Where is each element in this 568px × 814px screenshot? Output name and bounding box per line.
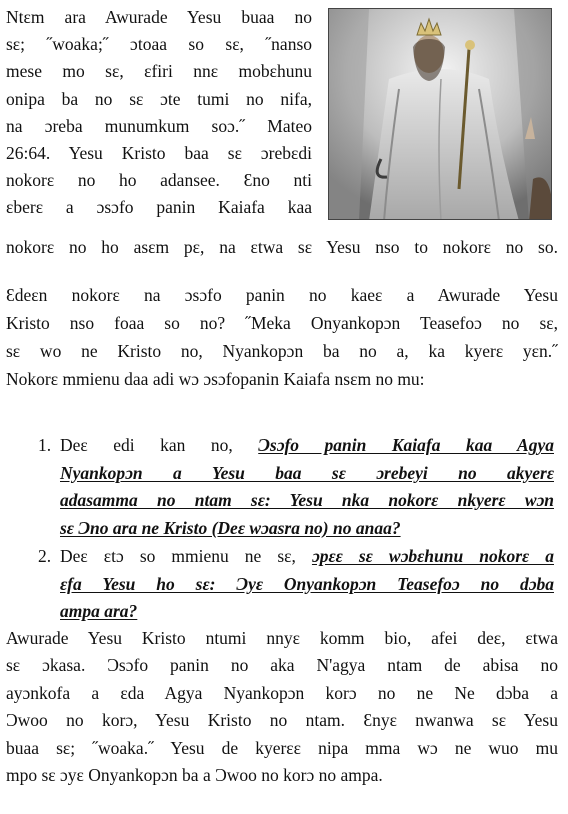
illustration-art — [329, 9, 552, 220]
intro-full-line-text: nokorɛ no ho asɛm pɛ, na ɛtwa sɛ Yesu nso to nokorɛ no so. — [6, 237, 558, 257]
list-item-row — [60, 543, 554, 571]
truths-list — [38, 432, 554, 626]
list-item-lead: Deɛ edi kan no, — [60, 435, 259, 455]
intro-line: nokorɛ no ho adansee. Ɛno nti — [6, 170, 312, 191]
closing-line: buaa sɛ; ˝woaka.˝ Yesu de kyerɛɛ nipa mma wɔ ne wuo mu — [6, 737, 558, 758]
list-item-emphasis: adasamma no ntam sɛ: Yesu nka nokorɛ nkyerɛ wɔn — [60, 490, 554, 510]
closing-line: Ɔwoo no korɔ, Yesu Kristo no ntam. Ɛnyɛ nwanwa sɛ Yesu — [6, 710, 558, 731]
closing-line: sɛ ɔkasa. Ɔsɔfo panin no aka N'agya ntam de abisa no — [6, 655, 558, 676]
list-item — [38, 543, 554, 626]
list-item-number: 2. — [38, 546, 52, 566]
list-item-number: 1. — [38, 435, 52, 455]
intro-line: Ntɛm ara Awurade Yesu buaa no — [6, 7, 312, 27]
question-line: sɛ wo ne Kristo no, Nyankopɔn ba no a, ka kyerɛ yɛn.˝ — [6, 341, 558, 361]
closing-paragraph — [6, 625, 558, 789]
closing-line: Awurade Yesu Kristo ntumi nnyɛ komm bio, afei deɛ, ɛtwa — [6, 628, 558, 648]
question-line: Ɛdeɛn nokorɛ na ɔsɔfo panin no kaeɛ a Awurade Yesu — [6, 285, 558, 305]
list-item-emphasis: ampa ara? — [60, 601, 138, 621]
intro-line: sɛ; ˝woaka;˝ ɔtoaa so sɛ, ˝nanso — [6, 34, 312, 55]
question-paragraph — [6, 281, 558, 393]
list-item — [38, 432, 554, 542]
list-item-emphasis: sɛ Ɔno ara ne Kristo (Deɛ wɔasra no) no anaa? — [60, 517, 401, 538]
list-item-emphasis: Ɔsɔfo panin Kaiafa kaa Agya — [258, 435, 554, 455]
intro-line: ɛberɛ a ɔsɔfo panin Kaiafa kaa — [6, 197, 312, 218]
intro-line: na ɔreba munumkum soɔ.˝ Mateo — [6, 115, 312, 136]
intro-line: onipa ba no sɛ ɔte tumi no nifa, — [6, 88, 312, 109]
intro-line: 26:64. Yesu Kristo baa sɛ ɔrebɛdi — [6, 143, 312, 164]
list-item-emphasis: ɛfa Yesu ho sɛ: Ɔyɛ Onyankopɔn Teasefoɔ no dɔba — [60, 573, 554, 594]
intro-full-line — [6, 234, 558, 261]
question-line: Nokorɛ mmienu daa adi wɔ ɔsɔfopanin Kaiafa nsɛm no mu: — [6, 369, 425, 389]
jesus-throne-illustration — [328, 8, 552, 220]
question-line: Kristo nso foaa so no? ˝Meka Onyankopɔn Teasefoɔ no sɛ, — [6, 313, 558, 333]
intro-line: mese mo sɛ, ɛfiri nnɛ mobɛhunu — [6, 61, 312, 82]
list-item-lead: Deɛ ɛtɔ so mmienu ne sɛ, — [60, 546, 312, 566]
intro-paragraph — [6, 4, 312, 222]
list-item-row — [60, 432, 554, 460]
list-item-emphasis: Nyankopɔn a Yesu baa sɛ ɔrebeyi no akyerɛ — [60, 462, 554, 483]
list-item-emphasis: ɔpɛɛ sɛ wɔbɛhunu nokorɛ a — [311, 546, 554, 566]
closing-line: ayɔnkofa a ɛda Agya Nyankopɔn korɔ no ne Ne dɔba a — [6, 682, 558, 703]
closing-line: mpo sɛ ɔyɛ Onyankopɔn ba a Ɔwoo no korɔ no ampa. — [6, 765, 383, 786]
